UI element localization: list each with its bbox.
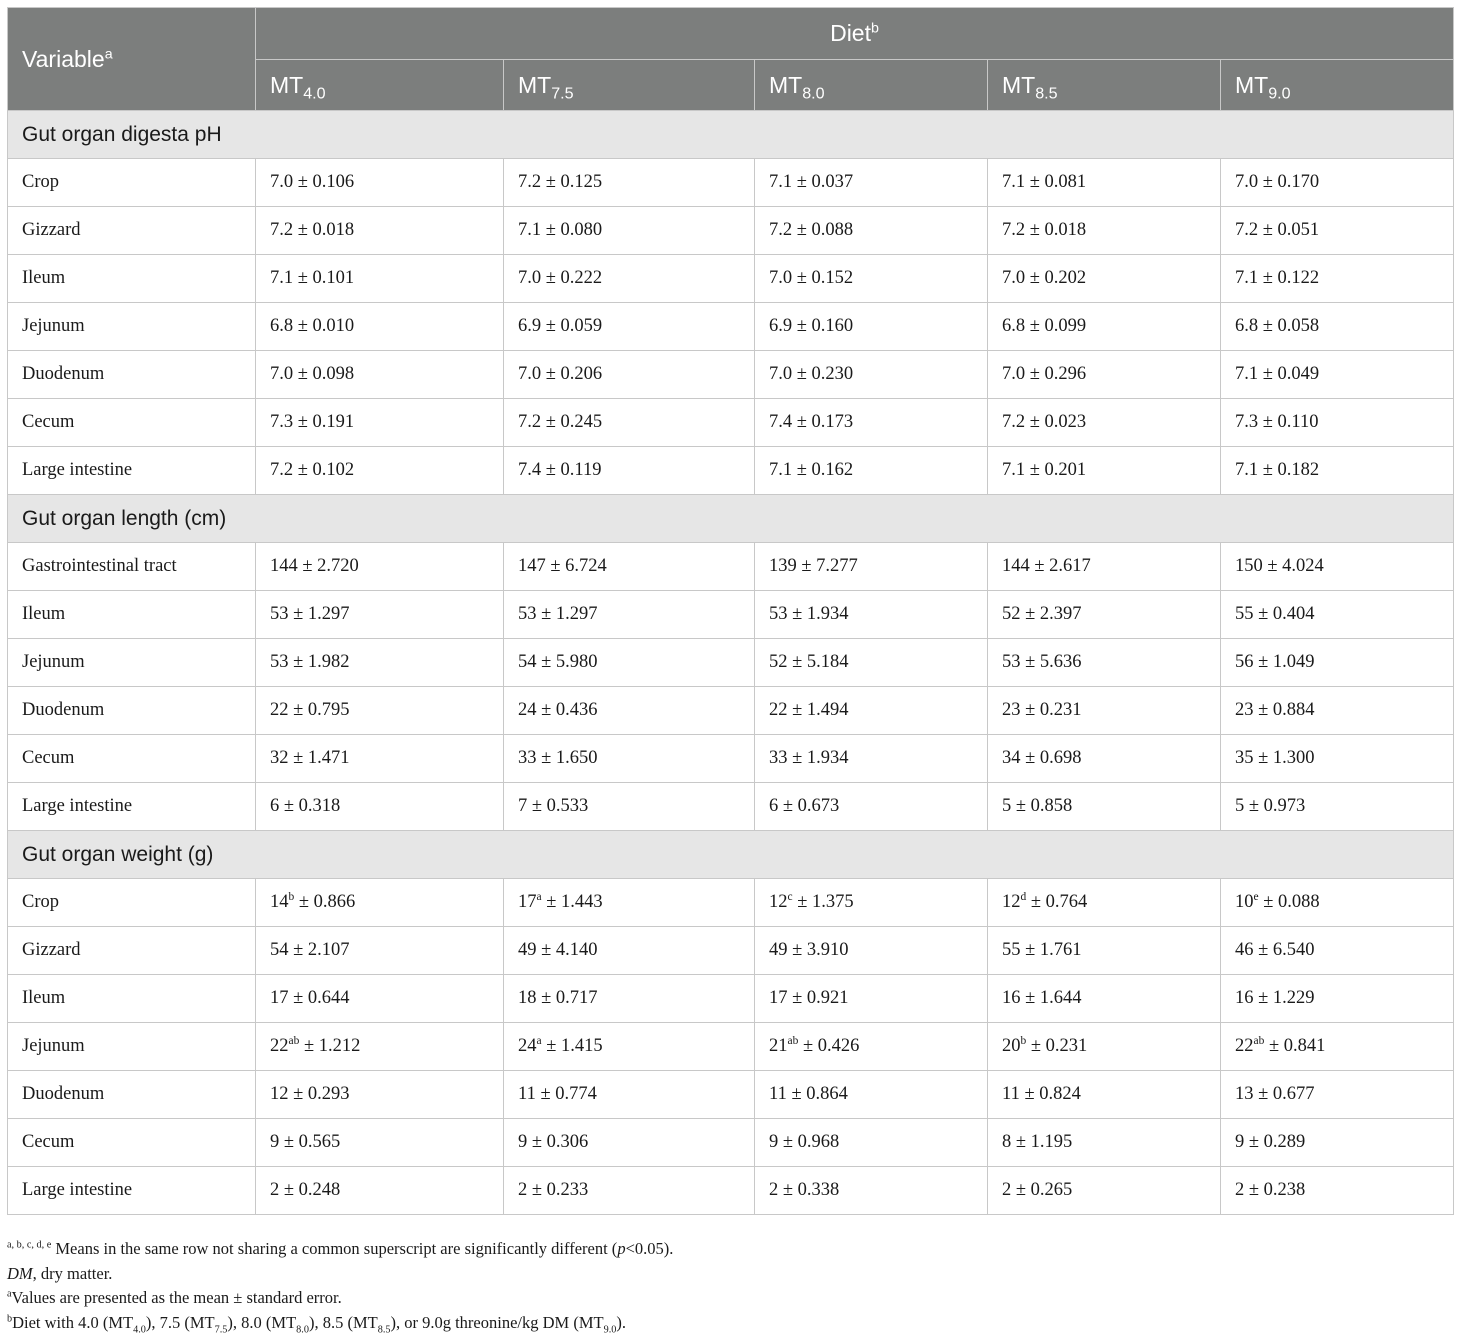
table-cell: 7.3 ± 0.110 [1221,399,1454,447]
table-cell: 7.2 ± 0.125 [504,159,755,207]
row-label: Gizzard [8,207,256,255]
table-cell: 24 ± 0.436 [504,687,755,735]
table-cell: 2 ± 0.248 [256,1167,504,1215]
row-label: Ileum [8,975,256,1023]
row-label: Cecum [8,735,256,783]
column-header-4-0: $MT_{4.0}$ [256,60,504,111]
row-label: Jejunum [8,303,256,351]
column-header-8-5: $MT_{8.5}$ [988,60,1221,111]
footnotes [7,1237,1453,1335]
table-cell: 8 ± 1.195 [988,1119,1221,1167]
variable-header: Variable$^a$ [8,8,256,111]
row-label: Cecum [8,399,256,447]
table-cell: 17 ± 0.644 [256,975,504,1023]
table-cell: 52 ± 2.397 [988,591,1221,639]
table-cell: 7.1 ± 0.162 [755,447,988,495]
table-cell: 2 ± 0.338 [755,1167,988,1215]
table-cell: 5 ± 0.858 [988,783,1221,831]
row-label: Crop [8,159,256,207]
table-cell: 32 ± 1.471 [256,735,504,783]
table-cell: 7.2 ± 0.023 [988,399,1221,447]
table-cell: 17 ± 0.921 [755,975,988,1023]
table-cell: 33 ± 1.934 [755,735,988,783]
table-cell: 7.2 ± 0.088 [755,207,988,255]
row-label: Ileum [8,255,256,303]
table-cell: 139 ± 7.277 [755,543,988,591]
table-cell: 54 ± 2.107 [256,927,504,975]
row-label: Large intestine [8,1167,256,1215]
table-cell: 2 ± 0.233 [504,1167,755,1215]
table-cell: 9 ± 0.306 [504,1119,755,1167]
table-cell: 49 ± 3.910 [755,927,988,975]
table-row [8,159,1454,207]
footnote-significance: $^{a, b, c, d, e}$ Means in the same row not sharing a common superscript are significantly different (p<0.05). [7,1239,674,1258]
table-row [8,255,1454,303]
table-cell: 7.1 ± 0.101 [256,255,504,303]
table-cell: 11 ± 0.824 [988,1071,1221,1119]
table-cell: 54 ± 5.980 [504,639,755,687]
table-cell: 6.9 ± 0.059 [504,303,755,351]
table-cell: 46 ± 6.540 [1221,927,1454,975]
row-label: Large intestine [8,783,256,831]
table-cell: 7.1 ± 0.049 [1221,351,1454,399]
table-row [8,879,1454,927]
table-cell: 2 ± 0.238 [1221,1167,1454,1215]
table-cell: $17^a \pm 1.443$ [504,879,755,927]
table-cell: $10^e \pm 0.088$ [1221,879,1454,927]
row-label: Jejunum [8,1023,256,1071]
table-cell: 22 ± 1.494 [755,687,988,735]
section-header-row [8,831,1454,879]
section-title: Gut organ weight (g) [8,831,1454,879]
table-cell: 7.1 ± 0.122 [1221,255,1454,303]
row-label: Jejunum [8,639,256,687]
table-row [8,1023,1454,1071]
row-label: Duodenum [8,351,256,399]
table-cell: 7.3 ± 0.191 [256,399,504,447]
table-cell: 7.0 ± 0.206 [504,351,755,399]
table-cell: 34 ± 0.698 [988,735,1221,783]
column-header-9-0: $MT_{9.0}$ [1221,60,1454,111]
table-cell: 6.8 ± 0.010 [256,303,504,351]
table-cell: 7.2 ± 0.018 [256,207,504,255]
section-title: Gut organ digesta pH [8,111,1454,159]
column-header-8-0: $MT_{8.0}$ [755,60,988,111]
table-cell: 7.2 ± 0.102 [256,447,504,495]
table-cell: 7 ± 0.533 [504,783,755,831]
diet-header: Diet$^b$ [256,8,1454,60]
table-cell: 16 ± 1.229 [1221,975,1454,1023]
table-cell: 7.1 ± 0.081 [988,159,1221,207]
footnote-b: $^b$Diet with 4.0 $(MT_{4.0})$, 7.5 $(MT_{7.5})$, 8.0 $(MT_{8.0})$, 8.5 $(MT_{8.5})$, or 9.0g threonine/kg DM $(MT_{9.0})$. [7,1312,626,1335]
table-cell: $20^b \pm 0.231$ [988,1023,1221,1071]
table-row [8,399,1454,447]
table-cell: 7.1 ± 0.037 [755,159,988,207]
table-cell: 7.0 ± 0.296 [988,351,1221,399]
table-cell: 144 ± 2.617 [988,543,1221,591]
table-row [8,1119,1454,1167]
table-cell: 9 ± 0.968 [755,1119,988,1167]
table-cell: 7.2 ± 0.051 [1221,207,1454,255]
table-cell: 144 ± 2.720 [256,543,504,591]
table-cell: 7.0 ± 0.230 [755,351,988,399]
table-cell: 35 ± 1.300 [1221,735,1454,783]
table-cell: 23 ± 0.884 [1221,687,1454,735]
table-cell: $21^{ab} \pm 0.426$ [755,1023,988,1071]
table-cell: 12 ± 0.293 [256,1071,504,1119]
table-cell: 11 ± 0.774 [504,1071,755,1119]
table-cell: $22^{ab} \pm 1.212$ [256,1023,504,1071]
row-label: Large intestine [8,447,256,495]
table-cell: 53 ± 1.297 [256,591,504,639]
table-cell: $22^{ab} \pm 0.841$ [1221,1023,1454,1071]
table-cell: 7.4 ± 0.173 [755,399,988,447]
table-row [8,591,1454,639]
table-cell: 7.0 ± 0.098 [256,351,504,399]
table-cell: 147 ± 6.724 [504,543,755,591]
table-cell: 7.0 ± 0.106 [256,159,504,207]
column-header-7-5: $MT_{7.5}$ [504,60,755,111]
section-header-row [8,111,1454,159]
table-row [8,207,1454,255]
table-row [8,927,1454,975]
table-cell: 53 ± 1.934 [755,591,988,639]
table-cell: 6.8 ± 0.099 [988,303,1221,351]
row-label: Crop [8,879,256,927]
table-cell: 7.2 ± 0.018 [988,207,1221,255]
table-cell: 16 ± 1.644 [988,975,1221,1023]
table-cell: 56 ± 1.049 [1221,639,1454,687]
table-cell: $14^b \pm 0.866$ [256,879,504,927]
row-label: Gastrointestinal tract [8,543,256,591]
table-cell: 6 ± 0.673 [755,783,988,831]
data-table [7,7,1454,1215]
table-cell: 5 ± 0.973 [1221,783,1454,831]
table-cell: $24^a \pm 1.415$ [504,1023,755,1071]
table-row [8,351,1454,399]
table-cell: 55 ± 1.761 [988,927,1221,975]
table-cell: 7.0 ± 0.170 [1221,159,1454,207]
table-row [8,303,1454,351]
table-cell: 7.0 ± 0.202 [988,255,1221,303]
table-cell: 53 ± 5.636 [988,639,1221,687]
table-cell: 9 ± 0.565 [256,1119,504,1167]
table-cell: 13 ± 0.677 [1221,1071,1454,1119]
row-label: Ileum [8,591,256,639]
row-label: Duodenum [8,1071,256,1119]
table-cell: 2 ± 0.265 [988,1167,1221,1215]
table-cell: 55 ± 0.404 [1221,591,1454,639]
table-cell: 150 ± 4.024 [1221,543,1454,591]
table-cell: 9 ± 0.289 [1221,1119,1454,1167]
table-cell: 7.1 ± 0.201 [988,447,1221,495]
table-cell: 7.2 ± 0.245 [504,399,755,447]
table-cell: 7.1 ± 0.080 [504,207,755,255]
row-label: Duodenum [8,687,256,735]
section-title: Gut organ length (cm) [8,495,1454,543]
table-cell: 53 ± 1.297 [504,591,755,639]
table-row [8,1071,1454,1119]
table-cell: $12^d \pm 0.764$ [988,879,1221,927]
table-cell: 23 ± 0.231 [988,687,1221,735]
table-cell: 7.0 ± 0.152 [755,255,988,303]
table-cell: 22 ± 0.795 [256,687,504,735]
table-cell: 11 ± 0.864 [755,1071,988,1119]
row-label: Cecum [8,1119,256,1167]
footnote-a: $^a$Values are presented as the mean ± standard error. [7,1288,342,1307]
table-cell: 6.9 ± 0.160 [755,303,988,351]
table-row [8,975,1454,1023]
table-row [8,447,1454,495]
footnote-dm: DM, dry matter. [7,1263,113,1283]
table-cell: $12^c \pm 1.375$ [755,879,988,927]
table-cell: 7.1 ± 0.182 [1221,447,1454,495]
table-cell: 53 ± 1.982 [256,639,504,687]
table-cell: 6.8 ± 0.058 [1221,303,1454,351]
table-row [8,687,1454,735]
table-row [8,783,1454,831]
table-cell: 49 ± 4.140 [504,927,755,975]
table-row [8,639,1454,687]
table-cell: 18 ± 0.717 [504,975,755,1023]
table-cell: 7.4 ± 0.119 [504,447,755,495]
table-cell: 33 ± 1.650 [504,735,755,783]
table-row [8,1167,1454,1215]
row-label: Gizzard [8,927,256,975]
table-row [8,735,1454,783]
table-row [8,543,1454,591]
table-cell: 7.0 ± 0.222 [504,255,755,303]
table-cell: 6 ± 0.318 [256,783,504,831]
table-cell: 52 ± 5.184 [755,639,988,687]
section-header-row [8,495,1454,543]
